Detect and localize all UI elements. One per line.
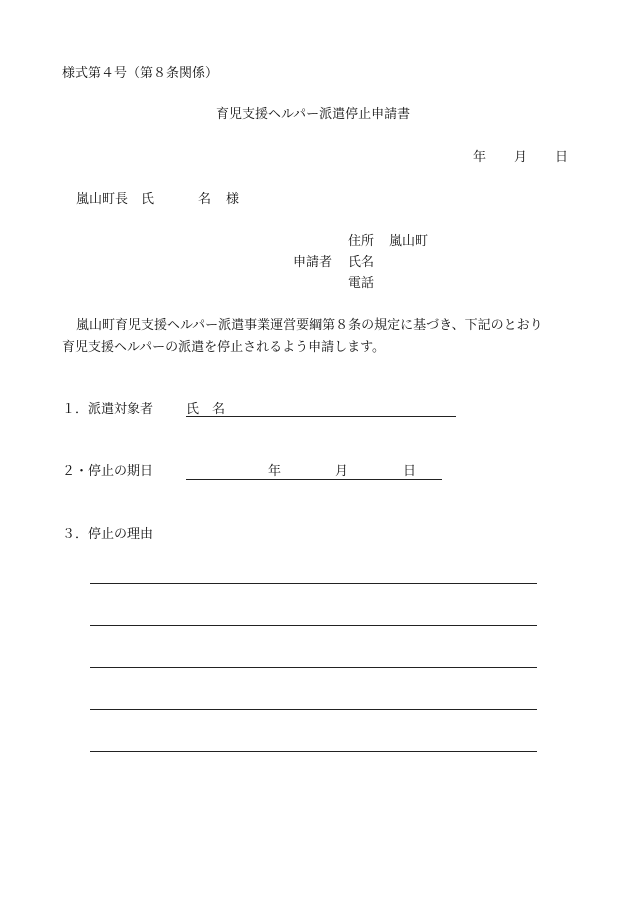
- item-1-underline: [186, 416, 456, 417]
- item-2-underline: [186, 479, 442, 480]
- date-month-label: 月: [514, 150, 528, 165]
- name-label: 氏名: [348, 255, 375, 270]
- item-3-label: ３．停止の理由: [62, 527, 154, 542]
- body-line-1: 嵐山町育児支援ヘルパー派遣事業運営要綱第８条の規定に基づき、下記のとおり: [76, 318, 543, 333]
- address-value: 嵐山町: [389, 234, 429, 249]
- document-title: 育児支援ヘルパー派遣停止申請書: [216, 107, 411, 122]
- addressee-honorific: 様: [226, 192, 240, 207]
- reason-line: [90, 625, 537, 626]
- item-1-field-label: 氏 名: [186, 402, 226, 417]
- item-2-year: 年: [268, 464, 282, 479]
- reason-line: [90, 667, 537, 668]
- reason-line: [90, 751, 537, 752]
- item-2-day: 日: [403, 464, 417, 479]
- item-2-month: 月: [335, 464, 349, 479]
- addressee-name: 嵐山町長 氏: [76, 192, 155, 207]
- reason-line: [90, 709, 537, 710]
- date-year-label: 年: [473, 150, 487, 165]
- date-day-label: 日: [555, 150, 569, 165]
- reason-line: [90, 583, 537, 584]
- body-line-2: 育児支援ヘルパーの派遣を停止されるよう申請します。: [62, 340, 386, 355]
- form-number: 様式第４号（第８条関係）: [62, 66, 219, 81]
- addressee-name-end: 名: [198, 192, 212, 207]
- applicant-label: 申請者: [293, 255, 333, 270]
- item-1-label: １．派遣対象者: [62, 402, 154, 417]
- item-2-label: ２・停止の期日: [62, 464, 154, 479]
- phone-label: 電話: [348, 276, 375, 291]
- address-label: 住所: [348, 234, 375, 249]
